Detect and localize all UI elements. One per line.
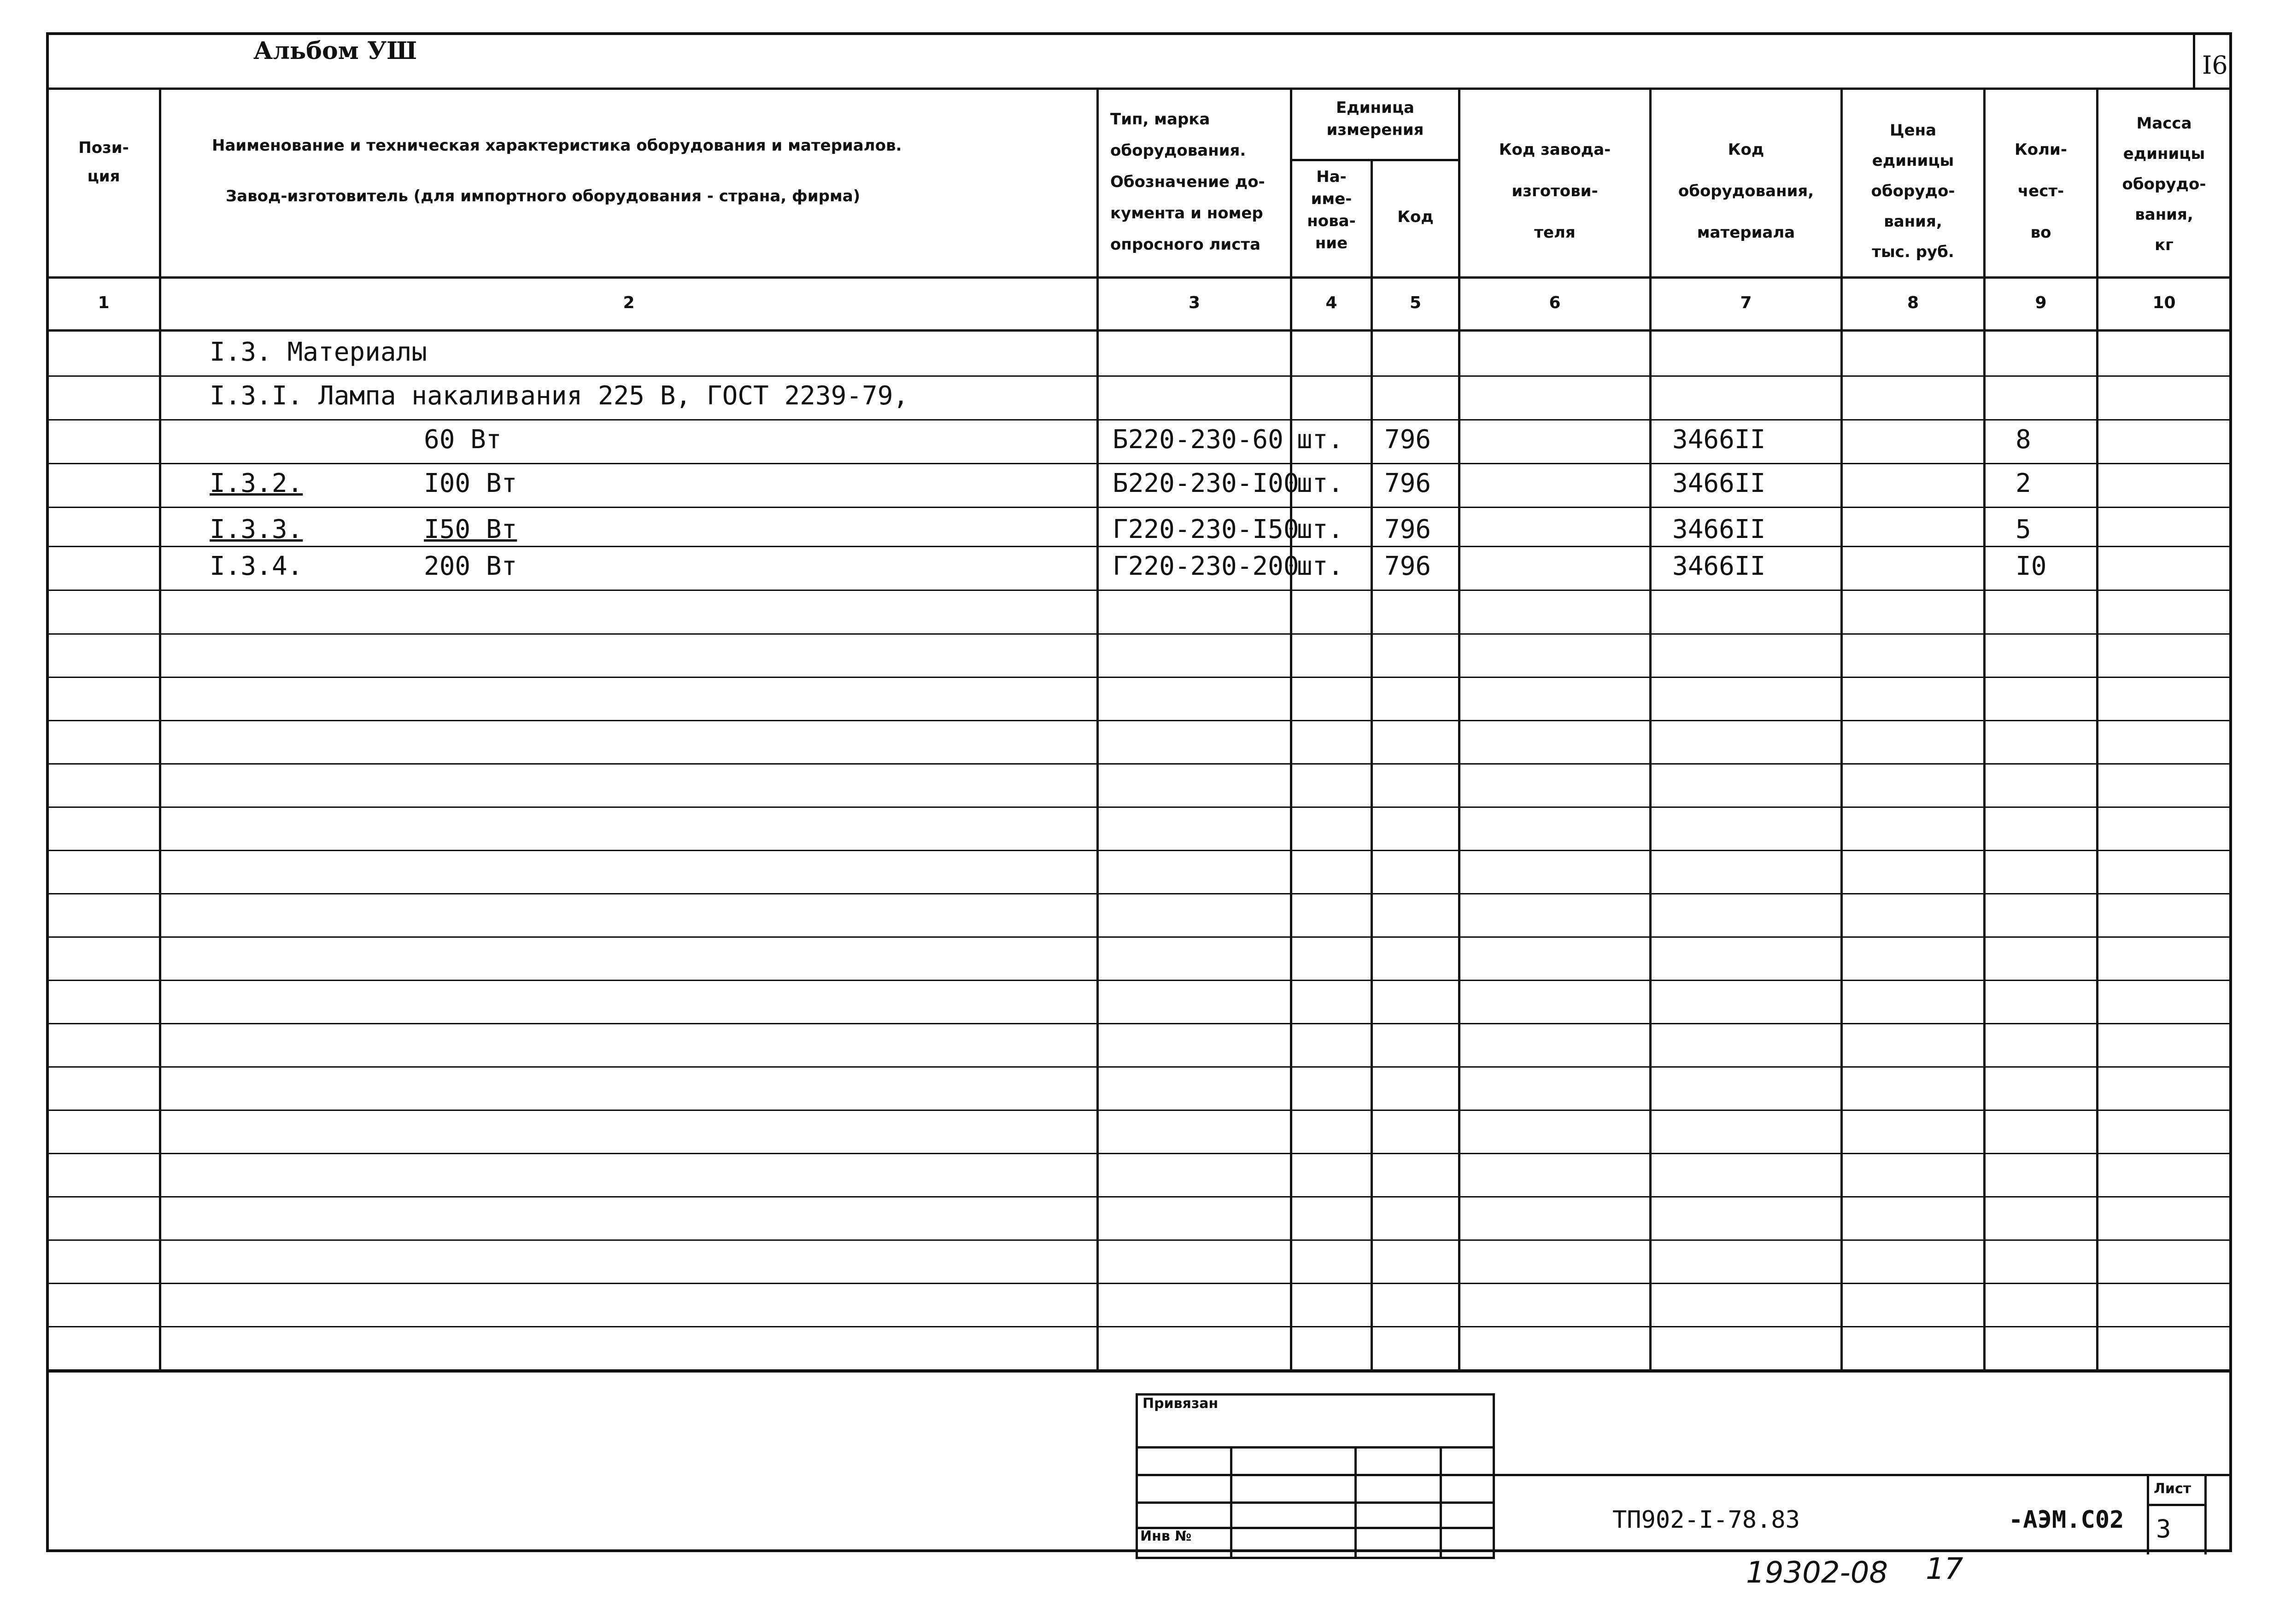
table-row-line — [46, 763, 2232, 765]
sheet-value: 3 — [2156, 1514, 2171, 1543]
header-quantity: Коли- чест- во — [2015, 140, 2067, 242]
row-quantity: 2 — [2016, 468, 2031, 498]
row-equipment-code: 3466II — [1672, 514, 1766, 544]
col-number: 9 — [2035, 293, 2047, 312]
row-equipment-code: 3466II — [1672, 468, 1766, 498]
document-code: ТП902-I-78.83 — [1612, 1506, 1800, 1534]
header-position: Пози- ция — [78, 139, 129, 186]
header-name-line1: Наименование и техническая характеристика оборудования и материалов. — [212, 136, 902, 155]
table-row-line — [46, 1196, 2232, 1198]
row-unit: шт. — [1297, 551, 1344, 581]
header-factory-code: Код завода- изготови- теля — [1499, 140, 1611, 242]
table-row-line — [46, 850, 2232, 851]
handwritten-code: 19302-08 — [1746, 1556, 1888, 1590]
col-number: 2 — [623, 293, 635, 312]
row-position: I.3.2. — [210, 468, 303, 498]
stamp-col — [1354, 1446, 1357, 1559]
header-mass: Масса единицы оборудо- вания, кг — [2122, 114, 2206, 254]
table-row-line — [46, 677, 2232, 678]
page-number: I6 — [2202, 51, 2228, 80]
table-row-line — [46, 1239, 2232, 1241]
header-type: Тип, марка оборудования. Обозначение до- кумента и номер опросного листа — [1110, 110, 1265, 254]
header-unit: Единица измерения — [1326, 99, 1424, 139]
table-row-line — [46, 1023, 2232, 1024]
header-name-line2: Завод-изготовитель (для импортного оборудования - страна, фирма) — [226, 187, 861, 205]
header-equipment-code: Код оборудования, материала — [1678, 140, 1814, 242]
row-type: Б220-230-I00 — [1113, 468, 1299, 498]
table-row-line — [46, 806, 2232, 808]
header-bottom-line — [46, 276, 2232, 279]
row-name: I.3. Материалы — [210, 337, 428, 367]
row-name: 60 Вт — [424, 425, 502, 455]
col-number: 8 — [1907, 293, 1919, 312]
header-unit-code: Код — [1397, 208, 1434, 226]
unit-subheader-line — [1290, 159, 1458, 161]
stamp-col — [1230, 1446, 1232, 1559]
stamp-col — [1440, 1446, 1442, 1559]
row-unit: шт. — [1297, 468, 1344, 498]
row-unit-code: 796 — [1384, 468, 1431, 498]
header-unit-name: На- име- нова- ние — [1307, 168, 1356, 252]
table-row-line — [46, 1066, 2232, 1068]
row-unit-code: 796 — [1384, 425, 1431, 455]
col-number: 7 — [1740, 293, 1752, 312]
table-row-line — [46, 893, 2232, 894]
inv-label: Инв № — [1140, 1528, 1192, 1544]
row-type: Г220-230-I50 — [1113, 514, 1299, 544]
table-bottom-line — [46, 1370, 2232, 1373]
table-row-line — [46, 980, 2232, 981]
row-quantity: 5 — [2016, 514, 2031, 544]
row-name: I00 Вт — [424, 468, 517, 498]
row-quantity: I0 — [2016, 551, 2047, 581]
row-quantity: 8 — [2016, 425, 2031, 455]
table-row-line — [46, 590, 2232, 591]
col-number: 5 — [1409, 293, 1422, 312]
row-name: 200 Вт — [424, 551, 517, 581]
row-equipment-code: 3466II — [1672, 551, 1766, 581]
bound-label: Привязан — [1143, 1396, 1219, 1412]
sheet-label: Лист — [2154, 1481, 2191, 1497]
col-number: 1 — [98, 293, 110, 312]
row-type: Б220-230-60 — [1113, 425, 1283, 455]
row-unit-code: 796 — [1384, 551, 1431, 581]
row-name: I.3.I. Лампа накаливания 225 В, ГОСТ 2239-79, — [210, 381, 909, 411]
table-row-line — [46, 1153, 2232, 1154]
col-number: 6 — [1549, 293, 1561, 312]
page-number-divider — [2193, 35, 2195, 90]
row-unit: шт. — [1297, 514, 1344, 544]
table-row-line — [46, 507, 2232, 508]
row-equipment-code: 3466II — [1672, 425, 1766, 455]
album-title: Альбом УШ — [253, 37, 417, 65]
col-line-10 — [2230, 88, 2232, 1373]
table-row-line — [46, 1326, 2232, 1327]
table-row-line — [46, 720, 2232, 721]
title-block-line — [1495, 1474, 2232, 1476]
row-unit: шт. — [1297, 425, 1344, 455]
sheet-box-line — [2147, 1504, 2207, 1506]
document-suffix: -АЭМ.С02 — [2009, 1506, 2124, 1534]
header-price: Цена единицы оборудо- вания, тыс. руб. — [1871, 121, 1955, 261]
header-top-line — [46, 88, 2232, 90]
row-position: I.3.3. — [210, 514, 303, 544]
col-number: 10 — [2152, 293, 2176, 312]
row-unit-code: 796 — [1384, 514, 1431, 544]
row-type: Г220-230-200 — [1113, 551, 1299, 581]
table-row-line — [46, 1283, 2232, 1284]
table-row-line — [46, 1110, 2232, 1111]
col-number: 4 — [1325, 293, 1337, 312]
row-position: I.3.4. — [210, 551, 303, 581]
table-row-line — [46, 936, 2232, 938]
row-name: I50 Вт — [424, 514, 517, 544]
handwritten-number: 17 — [1926, 1552, 1963, 1586]
col-number: 3 — [1188, 293, 1201, 312]
col-line-4 — [1371, 159, 1373, 1373]
table-row-line — [46, 633, 2232, 635]
